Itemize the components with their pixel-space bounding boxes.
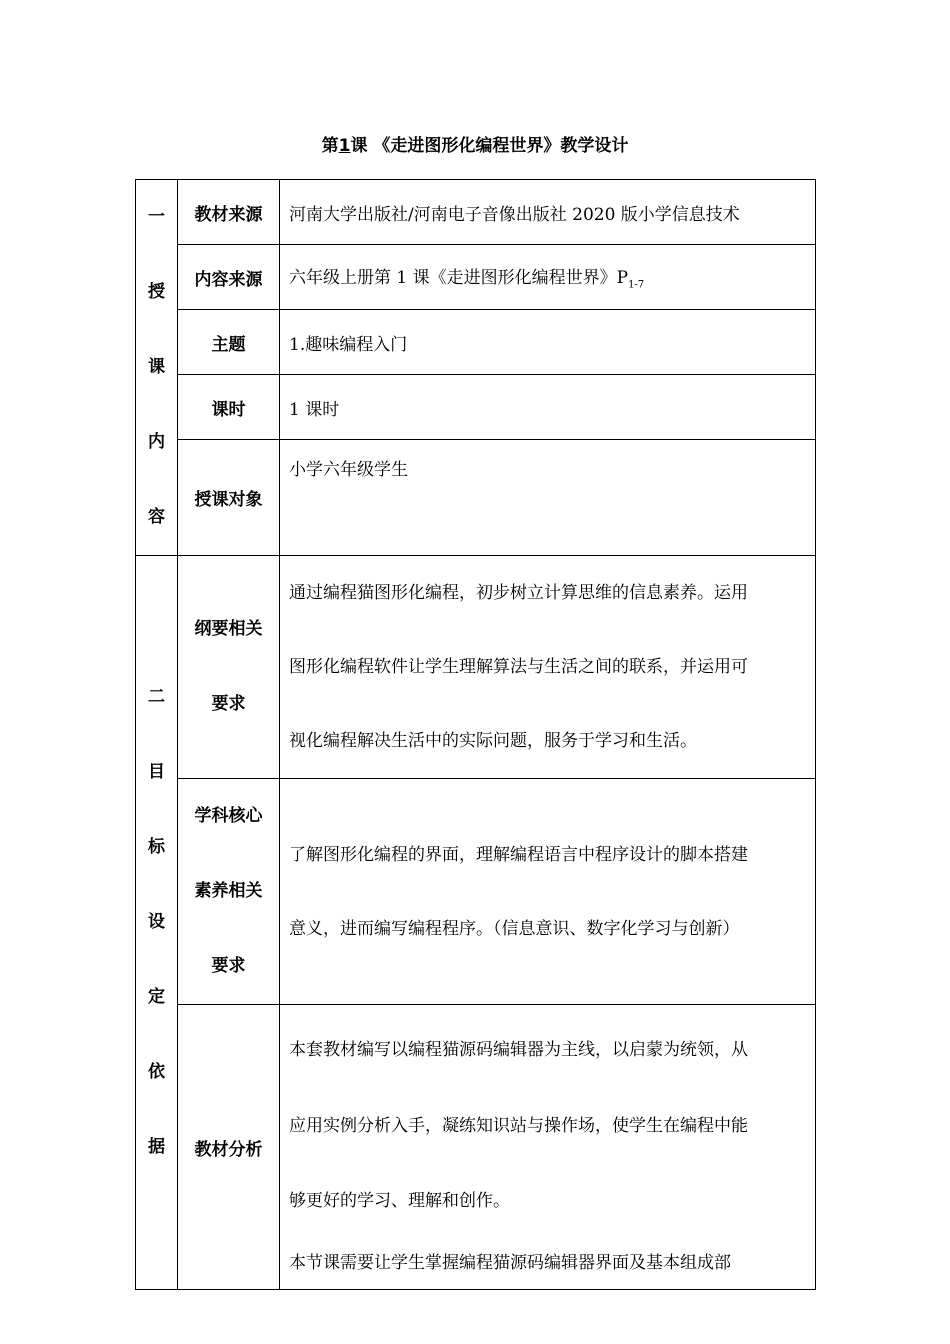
section-two-char: 目	[148, 762, 165, 782]
row-textbook-source	[136, 180, 816, 245]
section-two-char: 二	[148, 687, 165, 707]
lesson-number: 1	[338, 136, 351, 156]
section-one-char: 课	[148, 357, 165, 377]
title-prefix: 第	[321, 136, 339, 156]
row-theme	[136, 310, 816, 375]
section-objective-basis	[136, 556, 178, 1290]
page-range: 1-7	[628, 279, 645, 291]
label-line: 纲要相关	[194, 619, 263, 639]
label-line: 学科核心	[194, 806, 263, 826]
page-title	[0, 131, 950, 156]
row-content-source	[136, 245, 816, 310]
row-core-literacy	[136, 779, 816, 1005]
content-source-text: 六年级上册第 1 课《走进图形化编程世界》P	[289, 268, 629, 289]
label-content-source: 内容来源	[178, 245, 280, 310]
section-one-char: 容	[148, 507, 165, 527]
row-hours	[136, 375, 816, 440]
section-lesson-content	[136, 180, 178, 556]
value-content-source	[280, 245, 816, 310]
text-line: 应用实例分析入手，凝练知识站与操作场，使学生在编程中能	[289, 1116, 748, 1136]
section-two-char: 依	[148, 1062, 165, 1082]
row-textbook-analysis	[136, 1005, 816, 1290]
title-text: 课 《走进图形化编程世界》教学设计	[350, 136, 629, 156]
label-line: 要求	[211, 694, 246, 714]
section-one-char: 授	[148, 282, 165, 302]
section-one-char: 内	[148, 432, 165, 452]
text-line: 够更好的学习、理解和创作。	[289, 1191, 510, 1211]
label-syllabus	[178, 556, 280, 779]
text-line: 本节课需要让学生掌握编程猫源码编辑器界面及基本组成部	[289, 1253, 731, 1273]
label-textbook-source: 教材来源	[178, 180, 280, 245]
text-line: 视化编程解决生活中的实际问题，服务于学习和生活。	[289, 731, 697, 751]
value-theme: 1.趣味编程入门	[280, 310, 816, 375]
section-one-char: 一	[148, 207, 165, 227]
text-line: 通过编程猫图形化编程，初步树立计算思维的信息素养。运用	[289, 583, 748, 603]
value-syllabus	[280, 556, 816, 779]
section-two-char: 设	[148, 912, 165, 932]
label-line: 素养相关	[194, 881, 263, 901]
value-core-literacy	[280, 779, 816, 1005]
label-theme: 主题	[178, 310, 280, 375]
text-line: 本套教材编写以编程猫源码编辑器为主线，以启蒙为统领，从	[289, 1040, 748, 1060]
section-two-char: 定	[148, 987, 165, 1007]
label-textbook-analysis: 教材分析	[178, 1005, 280, 1290]
value-audience: 小学六年级学生	[280, 440, 816, 556]
label-line: 要求	[211, 956, 246, 976]
section-two-char: 据	[148, 1137, 165, 1157]
value-hours: 1 课时	[280, 375, 816, 440]
text-line: 了解图形化编程的界面，理解编程语言中程序设计的脚本搭建	[289, 844, 748, 865]
lesson-design-table	[135, 179, 816, 1290]
text-line: 图形化编程软件让学生理解算法与生活之间的联系，并运用可	[289, 657, 748, 677]
row-syllabus	[136, 556, 816, 779]
section-two-char: 标	[148, 837, 165, 857]
row-audience	[136, 440, 816, 556]
label-core-literacy	[178, 779, 280, 1005]
value-textbook-analysis	[280, 1005, 816, 1290]
value-textbook-source: 河南大学出版社/河南电子音像出版社 2020 版小学信息技术	[280, 180, 816, 245]
text-line: 意义，进而编写编程程序。（信息意识、数字化学习与创新）	[289, 918, 740, 939]
label-hours: 课时	[178, 375, 280, 440]
label-audience: 授课对象	[178, 440, 280, 556]
